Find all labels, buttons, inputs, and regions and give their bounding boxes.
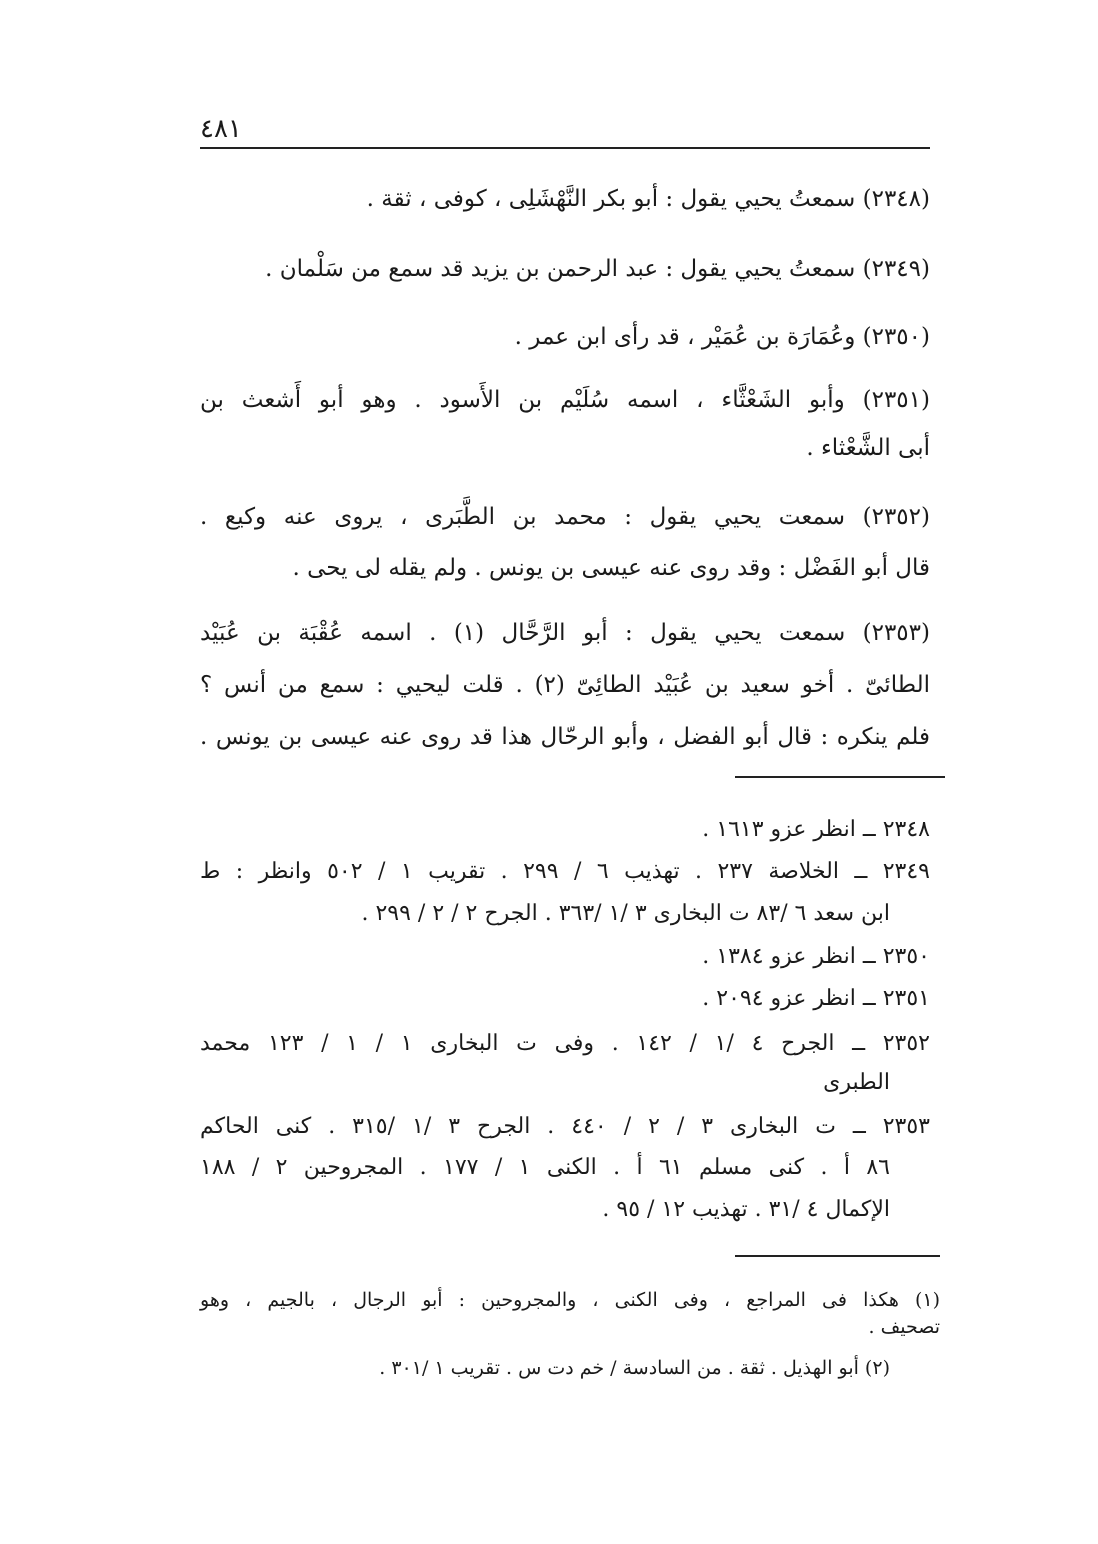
note-2351-line-1: ٢٣٥١ ــ انظر عزو ٢٠٩٤ . xyxy=(702,986,930,1011)
note-2352-line-1: ٢٣٥٢ ــ الجرح ٤ /١ / ١٤٢ . وفى ت البخارى ١ / ١ / ١٢٣ محمد xyxy=(200,1031,930,1056)
footnote-1-line-1: (١) هكذا فى المراجع ، وفى الكنى ، والمجروحين : أبو الرجال ، بالجيم ، وهو xyxy=(200,1289,940,1311)
note-2349-line-1: ٢٣٤٩ ــ الخلاصة ٢٣٧ . تهذيب ٦ / ٢٩٩ . تقريب ١ / ٥٠٢ وانظر : ط xyxy=(200,859,930,884)
note-2353-line-2: ٨٦ أ . كنى مسلم ٦١ أ . الكنى ١ / ١٧٧ . المجروحين ٢ / ١٨٨ xyxy=(200,1155,890,1180)
entry-2348-line-1: (٢٣٤٨) سمعتُ يحيي يقول : أبو بكر النَّهْشَلِى ، كوفى ، ثقة . xyxy=(366,186,930,212)
footnote-1-line-2: تصحيف . xyxy=(868,1316,940,1338)
entry-2353-line-3: فلم ينكره : قال أبو الفضل ، وأبو الرحّال هذا قد روى عنه عيسى بن يونس . xyxy=(200,724,930,750)
notes-separator xyxy=(735,776,945,778)
note-2350-line-1: ٢٣٥٠ ــ انظر عزو ١٣٨٤ . xyxy=(702,944,930,969)
note-2353-line-1: ٢٣٥٣ ــ ت البخارى ٣ / ٢ / ٤٤٠ . الجرح ٣ /١ /٣١٥ . كنى الحاكم xyxy=(200,1114,930,1139)
entry-2349-line-1: (٢٣٤٩) سمعتُ يحيي يقول : عبد الرحمن بن يزيد قد سمع من سَلْمان . xyxy=(265,256,930,282)
footnote-2-line-1: (٢) أبو الهذيل . ثقة . من السادسة / خم دت س . تقريب ١ /٣٠١ . xyxy=(379,1357,890,1379)
note-2352-line-2: الطبرى xyxy=(823,1070,890,1095)
footnote-separator xyxy=(735,1255,940,1257)
entry-2351-line-2: أبى الشَّعْثاء . xyxy=(806,435,930,461)
note-2353-line-3: الإكمال ٤ /٣١ . تهذيب ١٢ / ٩٥ . xyxy=(602,1197,890,1222)
header-rule xyxy=(200,147,930,149)
entry-2353-line-2: الطائىّ . أخو سعيد بن عُبَيْد الطائِىّ (٢) . قلت ليحيي : سمع من أنس ؟ xyxy=(200,672,930,698)
entry-2351-line-1: (٢٣٥١) وأبو الشَعْثَّاء ، اسمه سُلَيْم بن الأَسود . وهو أبو أَشعث بن xyxy=(200,387,930,413)
note-2348-line-1: ٢٣٤٨ ــ انظر عزو ١٦١٣ . xyxy=(702,817,930,842)
note-2349-line-2: ابن سعد ٦ /٨٣ ت البخارى ٣ /١ /٣٦٣ . الجرح ٢ / ٢ / ٢٩٩ . xyxy=(361,901,890,926)
entry-2352-line-1: (٢٣٥٢) سمعت يحيي يقول : محمد بن الطَّبَرى ، يروى عنه وكيع . xyxy=(200,504,930,530)
entry-2353-line-1: (٢٣٥٣) سمعت يحيي يقول : أبو الرَّحَّال (١) . اسمه عُقْبَة بن عُبَيْد xyxy=(200,620,930,646)
entry-2352-line-2: قال أبو الفَضْل : وقد روى عنه عيسى بن يونس . ولم يقله لى يحى . xyxy=(292,555,930,581)
page-number: ٤٨١ xyxy=(200,114,242,144)
entry-2350-line-1: (٢٣٥٠) وعُمَارَة بن عُمَيْر ، قد رأى ابن عمر . xyxy=(514,324,930,350)
